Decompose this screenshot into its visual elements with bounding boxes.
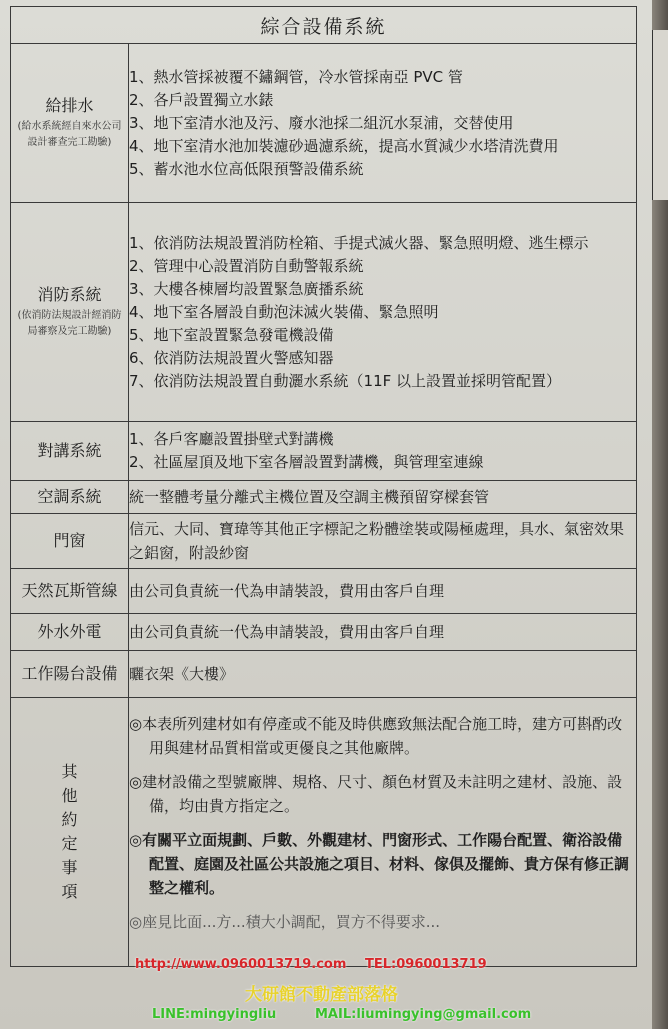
row-content — [129, 481, 637, 514]
row-content — [129, 569, 637, 614]
list-item: 3、大樓各棟層均設置緊急廣播系統 — [129, 279, 364, 298]
list-item: 6、依消防法規設置火警感知器 — [129, 348, 334, 367]
row-label-text: 門窗 — [53, 531, 86, 550]
row-text: 曬衣架《大樓》 — [129, 665, 235, 683]
table-row — [11, 422, 637, 481]
row-text: 由公司負責統一代為申請裝設，費用由客戶自理 — [129, 623, 445, 641]
row-content — [129, 422, 637, 481]
watermark-line: LINE:mingyingliu — [152, 1007, 277, 1022]
note-item: ◎座見比面...方...積大小調配，買方不得要求... — [129, 913, 441, 931]
row-label — [11, 422, 129, 481]
table-row — [11, 203, 637, 422]
table-row — [11, 651, 637, 698]
equipment-table — [10, 6, 637, 967]
row-content — [129, 44, 637, 203]
row-label — [11, 569, 129, 614]
vertical-label-char: 他 — [61, 786, 78, 805]
table-title: 綜合設備系統 — [11, 7, 637, 44]
row-label — [11, 203, 129, 422]
row-label — [11, 614, 129, 651]
list-item: 5、地下室設置緊急發電機設備 — [129, 325, 334, 344]
watermark-mail: MAIL:liumingying@gmail.com — [315, 1007, 532, 1022]
watermark-name: 大研館不動產部落格 — [245, 985, 398, 1005]
list-item: 3、地下室清水池及污、廢水池採二組沉水泵浦，交替使用 — [129, 113, 514, 132]
note-item: ◎建材設備之型號廠牌、規格、尺寸、顏色材質及未註明之建材、設施、設備，均由貴方指定之。 — [129, 773, 623, 815]
row-content — [129, 514, 637, 569]
table-row — [11, 481, 637, 514]
row-content — [129, 203, 637, 422]
row-label-text: 天然瓦斯管線 — [21, 581, 118, 600]
note-item: ◎有關平立面規劃、戶數、外觀建材、門窗形式、工作陽台配置、衛浴設備配置、庭園及社區公共設施之項目、材料、傢俱及擺飾、貴方保有修正調整之權利。 — [129, 831, 630, 897]
table-row — [11, 698, 637, 967]
list-item: 2、各戶設置獨立水錶 — [129, 90, 274, 109]
list-item: 5、蓄水池水位高低限預警設備系統 — [129, 159, 364, 178]
row-label-text: 對講系統 — [37, 441, 102, 460]
list-item: 1、熱水管採被覆不鏽鋼管，冷水管採南亞 PVC 管 — [129, 67, 463, 86]
list-item: 4、地下室各層設自動泡沫滅火裝備、緊急照明 — [129, 302, 439, 321]
row-label — [11, 698, 129, 967]
row-text: 統一整體考量分離式主機位置及空調主機預留穿樑套管 — [129, 488, 490, 506]
vertical-label-char: 項 — [61, 882, 78, 901]
watermark-tel: TEL:0960013719 — [365, 957, 487, 972]
row-text: 由公司負責統一代為申請裝設，費用由客戶自理 — [129, 582, 445, 600]
watermark-url: http://www.0960013719.com — [135, 957, 347, 972]
row-content — [129, 651, 637, 698]
list-item: 7、依消防法規設置自動灑水系統（11F 以上設置並採明管配置） — [129, 371, 562, 390]
row-label-text: 消防系統 — [37, 285, 102, 304]
table-row — [11, 614, 637, 651]
row-label — [11, 651, 129, 698]
row-label — [11, 44, 129, 203]
vertical-label-char: 其 — [61, 762, 78, 781]
vertical-label-char: 事 — [61, 858, 78, 877]
row-label — [11, 481, 129, 514]
vertical-label-char: 約 — [61, 810, 78, 829]
list-item: 1、依消防法規設置消防栓箱、手提式滅火器、緊急照明燈、逃生標示 — [129, 233, 589, 252]
row-label-note: (給水系統經自來水公司設計審查完工勘驗) — [17, 121, 122, 148]
row-content — [129, 614, 637, 651]
list-item: 2、管理中心設置消防自動警報系統 — [129, 256, 364, 275]
row-label — [11, 514, 129, 569]
vertical-label-char: 定 — [61, 834, 78, 853]
note-item: ◎本表所列建材如有停產或不能及時供應致無法配合施工時，建方可斟酌改用與建材品質相當或更優良之其他廠牌。 — [129, 715, 623, 757]
table-row — [11, 569, 637, 614]
list-item: 1、各戶客廳設置掛壁式對講機 — [129, 430, 334, 448]
table-row — [11, 44, 637, 203]
adjacent-sheet — [652, 30, 668, 200]
row-label-text: 外水外電 — [37, 622, 102, 641]
row-text: 信元、大同、寶瑋等其他正字標記之粉體塗裝或陽極處理，具水、氣密效果之鋁窗，附設紗窗 — [129, 520, 625, 562]
row-content — [129, 698, 637, 967]
row-label-text: 空調系統 — [37, 487, 102, 506]
row-label-text: 給排水 — [45, 96, 94, 115]
row-label-vertical — [11, 760, 128, 904]
list-item: 4、地下室清水池加裝濾砂過濾系統，提高水質減少水塔清洗費用 — [129, 136, 559, 155]
row-label-note: (依消防法規設計經消防局審察及完工勘驗) — [17, 310, 122, 337]
row-label-text: 工作陽台設備 — [21, 664, 118, 683]
list-item: 2、社區屋頂及地下室各層設置對講機，與管理室連線 — [129, 453, 484, 471]
table-row — [11, 514, 637, 569]
